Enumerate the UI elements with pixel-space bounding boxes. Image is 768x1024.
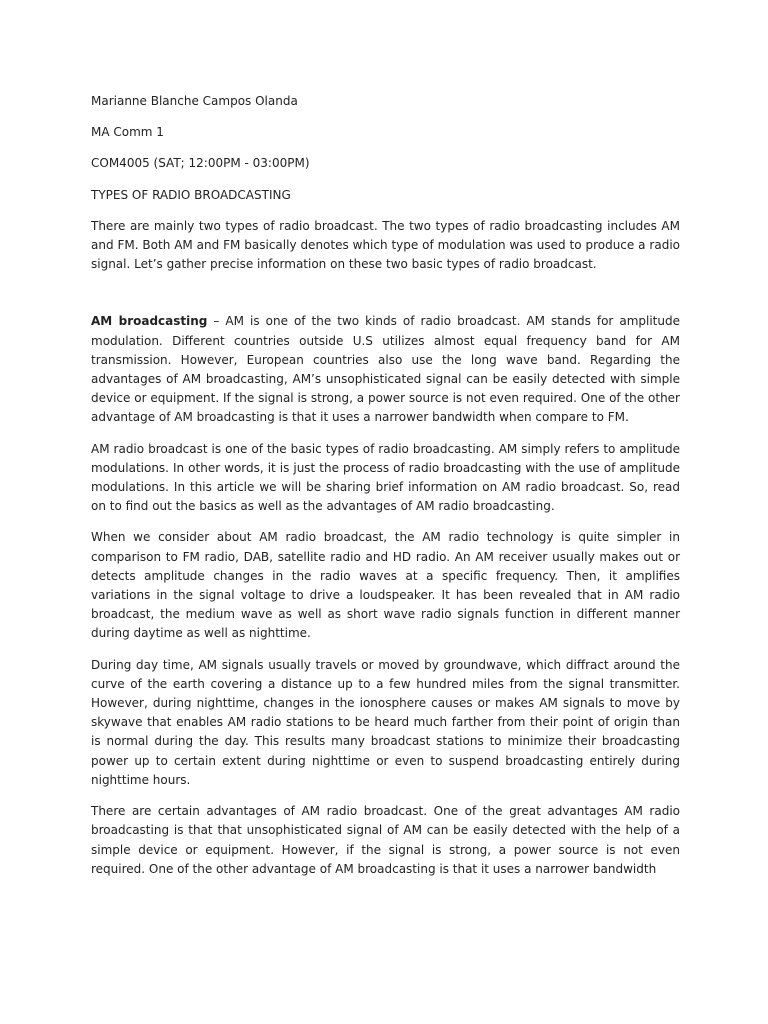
- body-paragraph: AM radio broadcast is one of the basic types of radio broadcasting. AM simply refers to amplitude modulations. In other words, it is just the process of radio broadcasting with the use of amplitude modulations. In this article we will be sharing brief information on AM radio broadcast. So, read on to find out the basics as well as the advantages of AM radio broadcasting.: [91, 441, 680, 514]
- am-broadcasting-paragraph: [91, 312, 680, 427]
- document-body: [91, 92, 680, 891]
- body-paragraph: There are certain advantages of AM radio broadcast. One of the great advantages AM radio broadcasting is that that unsophisticated signal of AM can be easily detected with the help of a simple device or equipment. However, if the signal is strong, a power source is not even required. One of the other advantage of AM broadcasting is that it uses a narrower bandwidth: [91, 804, 680, 876]
- body-paragraph: When we consider about AM radio broadcast, the AM radio technology is quite simpler in comparison to FM radio, DAB, satellite radio and HD radio. An AM receiver usually makes out or detects amplitude changes in the radio waves at a specific frequency. Then, it amplifies variations in the signal voltage to drive a loudspeaker. It has been revealed that in AM radio broadcast, the medium wave as well as short wave radio signals function in different manner during daytime as well as nighttime.: [91, 530, 680, 641]
- author-name: Marianne Blanche Campos Olanda: [91, 94, 298, 108]
- am-broadcasting-definition: – AM is one of the two kinds of radio broadcast. AM stands for amplitude modulation. Different countries outside U.S utilizes almost equal frequency band for AM transmission. However, European countries also use the long wave band. Regarding the advantages of AM broadcasting, AM’s unsophisticated signal can be easily detected with simple device or equipment. If the signal is strong, a power source is not even required. One of the other advantage of AM broadcasting is that it uses a narrower bandwidth when compare to FM.: [91, 314, 680, 425]
- section-gap: [91, 286, 680, 312]
- am-broadcasting-term: AM broadcasting: [91, 314, 208, 329]
- class-schedule: COM4005 (SAT; 12:00PM - 03:00PM): [91, 156, 310, 171]
- body-paragraph: During day time, AM signals usually travels or moved by groundwave, which diffract around the curve of the earth covering a distance up to a few hundred miles from the signal transmitter. However, during nighttime, changes in the ionosphere causes or makes AM signals to move by skywave that enables AM radio stations to be heard much farther from their point of origin than is normal during the day. This results many broadcast stations to minimize their broadcasting power up to certain extent during nighttime or even to suspend broadcasting entirely during nighttime hours.: [91, 657, 680, 787]
- course-name: MA Comm 1: [91, 125, 164, 140]
- intro-paragraph: There are mainly two types of radio broadcast. The two types of radio broadcasting includes AM and FM. Both AM and FM basically denotes which type of modulation was used to produce a radio signal. Let’s gather precise information on these two basic types of radio broadcast.: [91, 218, 680, 272]
- document-title: TYPES OF RADIO BROADCASTING: [91, 187, 291, 202]
